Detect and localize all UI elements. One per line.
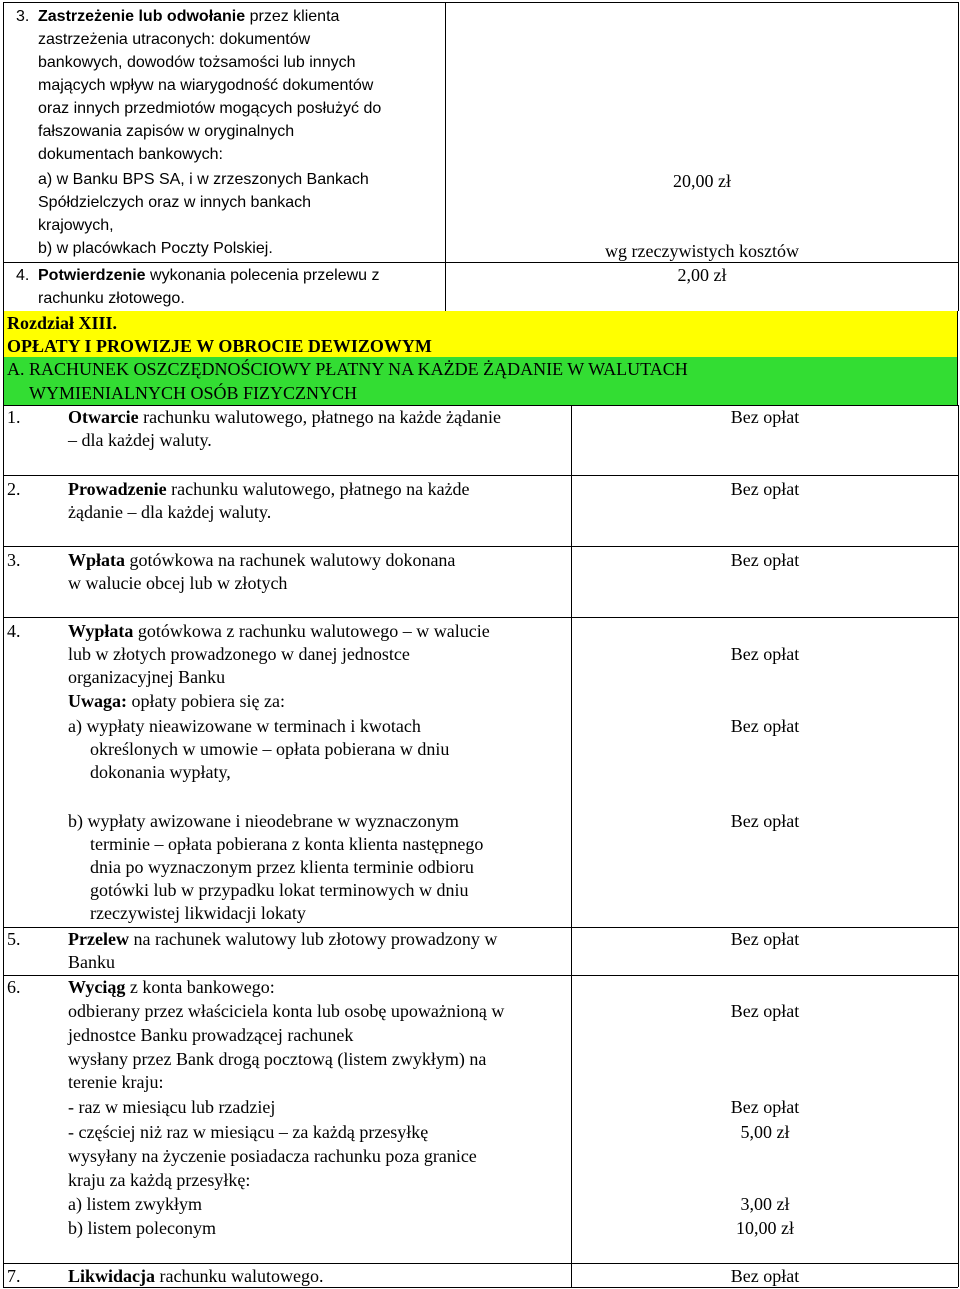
subsection-band xyxy=(3,357,958,405)
item3-line: a) w Banku BPS SA, i w zrzeszonych Bankach xyxy=(38,171,369,188)
item3-line: mających wpływ na wiarygodność dokumentów xyxy=(38,77,374,94)
subsection-line1: A. RACHUNEK OSZCZĘDNOŚCIOWY PŁATNY NA KAŻDE ŻĄDANIE W WALUTACH xyxy=(7,359,688,379)
top-right-border xyxy=(958,2,959,311)
row2-text: żądanie – dla każdej waluty. xyxy=(68,502,272,522)
item4-line: rachunku złotowego. xyxy=(38,290,185,307)
subsection-line2: WYMIENIALNYCH OSÓB FIZYCZNYCH xyxy=(29,383,357,403)
row7-fee: Bez opłat xyxy=(730,1266,800,1286)
row6-number: 6. xyxy=(7,977,21,997)
row6-text: jednostce Banku prowadzącej rachunek xyxy=(68,1025,354,1045)
row6-text: odbierany przez właściciela konta lub osobę upoważnioną w xyxy=(68,1001,505,1021)
row6-odb-fee: Bez opłat xyxy=(730,1001,800,1021)
item4-number: 4. xyxy=(16,267,30,284)
item4-line: wykonania polecenia przelewu z xyxy=(145,267,380,284)
row6-text: a) listem zwykłym xyxy=(68,1194,202,1214)
item3-title: Zastrzeżenie lub odwołanie xyxy=(38,8,246,25)
row3-title: Wpłata xyxy=(68,550,126,570)
item3-line: bankowych, dowodów tożsamości lub innych xyxy=(38,54,356,71)
row2-title: Prowadzenie xyxy=(68,479,167,499)
row4b-text: terminie – opłata pobierana z konta klienta następnego xyxy=(90,834,484,854)
row4a-fee: Bez opłat xyxy=(730,716,800,736)
item3-line: dokumentach bankowych: xyxy=(38,146,223,163)
row3-text: w walucie obcej lub w złotych xyxy=(68,573,288,593)
item3-line: oraz innych przedmiotów mogących posłużyć do xyxy=(38,100,382,117)
item3-fee-a: 20,00 zł xyxy=(673,171,731,191)
row1-title: Otwarcie xyxy=(68,407,139,427)
top-left-border xyxy=(3,2,4,311)
row4-note-title: Uwaga: xyxy=(68,691,127,711)
row4b-text: rzeczywistej likwidacji lokaty xyxy=(90,903,306,923)
top-border xyxy=(3,2,958,3)
row7-title: Likwidacja xyxy=(68,1266,156,1286)
row6-text: - raz w miesiącu lub rzadziej xyxy=(68,1097,276,1117)
row6-raz-fee: Bez opłat xyxy=(730,1097,800,1117)
row1-fee: Bez opłat xyxy=(730,407,800,427)
item3-line: Spółdzielczych oraz w innych bankach xyxy=(38,194,312,211)
row1-text: rachunku walutowego, płatnego na każde żądanie xyxy=(138,407,501,427)
row-divider xyxy=(3,617,958,618)
row4-title: Wypłata xyxy=(68,621,134,641)
main-table-mid xyxy=(571,405,572,1287)
row6-title: Wyciąg xyxy=(68,977,126,997)
row6-text: kraju za każdą przesyłkę: xyxy=(68,1170,251,1190)
row6-text: wysłany przez Bank drogą pocztową (listem zwykłym) na xyxy=(68,1049,487,1069)
row4-number: 4. xyxy=(7,621,21,641)
row6-text: - częściej niż raz w miesiącu – za każdą przesyłkę xyxy=(68,1122,429,1142)
row-divider xyxy=(3,475,958,476)
main-table-right xyxy=(958,405,959,1287)
chapter-band xyxy=(3,311,958,357)
row3-number: 3. xyxy=(7,550,21,570)
row4-fee: Bez opłat xyxy=(730,644,800,664)
row4a-text: a) wypłaty nieawizowane w terminach i kwotach xyxy=(68,716,421,736)
row6-pol-fee: 10,00 zł xyxy=(736,1218,794,1238)
row5-text: Banku xyxy=(68,952,115,972)
item3-line: przez klienta xyxy=(245,8,340,25)
row6-text: z konta bankowego: xyxy=(125,977,275,997)
row4-note-text: opłaty pobiera się za: xyxy=(127,691,285,711)
row6-czesc-fee: 5,00 zł xyxy=(740,1122,790,1142)
item3-number: 3. xyxy=(16,8,30,25)
row4b-text: dnia po wyznaczonym przez klienta terminie odbioru xyxy=(90,857,474,877)
row4-text: lub w złotych prowadzonego w danej jednostce xyxy=(68,644,410,664)
row4-text: gotówkowa z rachunku walutowego – w walucie xyxy=(133,621,490,641)
row7-text: rachunku walutowego. xyxy=(155,1266,324,1286)
item3-line: fałszowania zapisów w oryginalnych xyxy=(38,123,295,140)
row2-number: 2. xyxy=(7,479,21,499)
row1-text: – dla każdej waluty. xyxy=(68,430,212,450)
item4-title: Potwierdzenie xyxy=(38,267,146,284)
row1-number: 1. xyxy=(7,407,21,427)
row-divider xyxy=(3,1263,958,1264)
item3-line: krajowych, xyxy=(38,217,114,234)
row6-text: b) listem poleconym xyxy=(68,1218,216,1238)
item4-fee: 2,00 zł xyxy=(677,265,727,285)
row4a-text: dokonania wypłaty, xyxy=(90,762,231,782)
row7-number: 7. xyxy=(7,1266,21,1286)
row5-text: na rachunek walutowy lub złotowy prowadzony w xyxy=(128,929,498,949)
row2-text: rachunku walutowego, płatnego na każde xyxy=(166,479,470,499)
row6-text: wysyłany na życzenie posiadacza rachunku poza granice xyxy=(68,1146,477,1166)
row4b-text: b) wypłaty awizowane i nieodebrane w wyznaczonym xyxy=(68,811,459,831)
row3-fee: Bez opłat xyxy=(730,550,800,570)
main-table-left xyxy=(3,405,4,1287)
chapter-subtitle: OPŁATY I PROWIZJE W OBROCIE DEWIZOWYM xyxy=(7,336,432,356)
row4a-text: określonych w umowie – opłata pobierana w dniu xyxy=(90,739,450,759)
row4-text: organizacyjnej Banku xyxy=(68,667,226,687)
item3-line: b) w placówkach Poczty Polskiej. xyxy=(38,240,273,257)
row4b-fee: Bez opłat xyxy=(730,811,800,831)
row3-text: gotówkowa na rachunek walutowy dokonana xyxy=(125,550,456,570)
row-divider xyxy=(3,546,958,547)
row2-fee: Bez opłat xyxy=(730,479,800,499)
row6-zw-fee: 3,00 zł xyxy=(740,1194,790,1214)
row4b-text: gotówki lub w przypadku lokat terminowych w dniu xyxy=(90,880,469,900)
row5-number: 5. xyxy=(7,929,21,949)
item3-line: zastrzeżenia utraconych: dokumentów xyxy=(38,31,311,48)
row5-title: Przelew xyxy=(68,929,129,949)
chapter-title: Rozdział XIII. xyxy=(7,313,118,333)
row5-fee: Bez opłat xyxy=(730,929,800,949)
row6-text: terenie kraju: xyxy=(68,1072,164,1092)
item3-fee-b: wg rzeczywistych kosztów xyxy=(605,241,799,261)
